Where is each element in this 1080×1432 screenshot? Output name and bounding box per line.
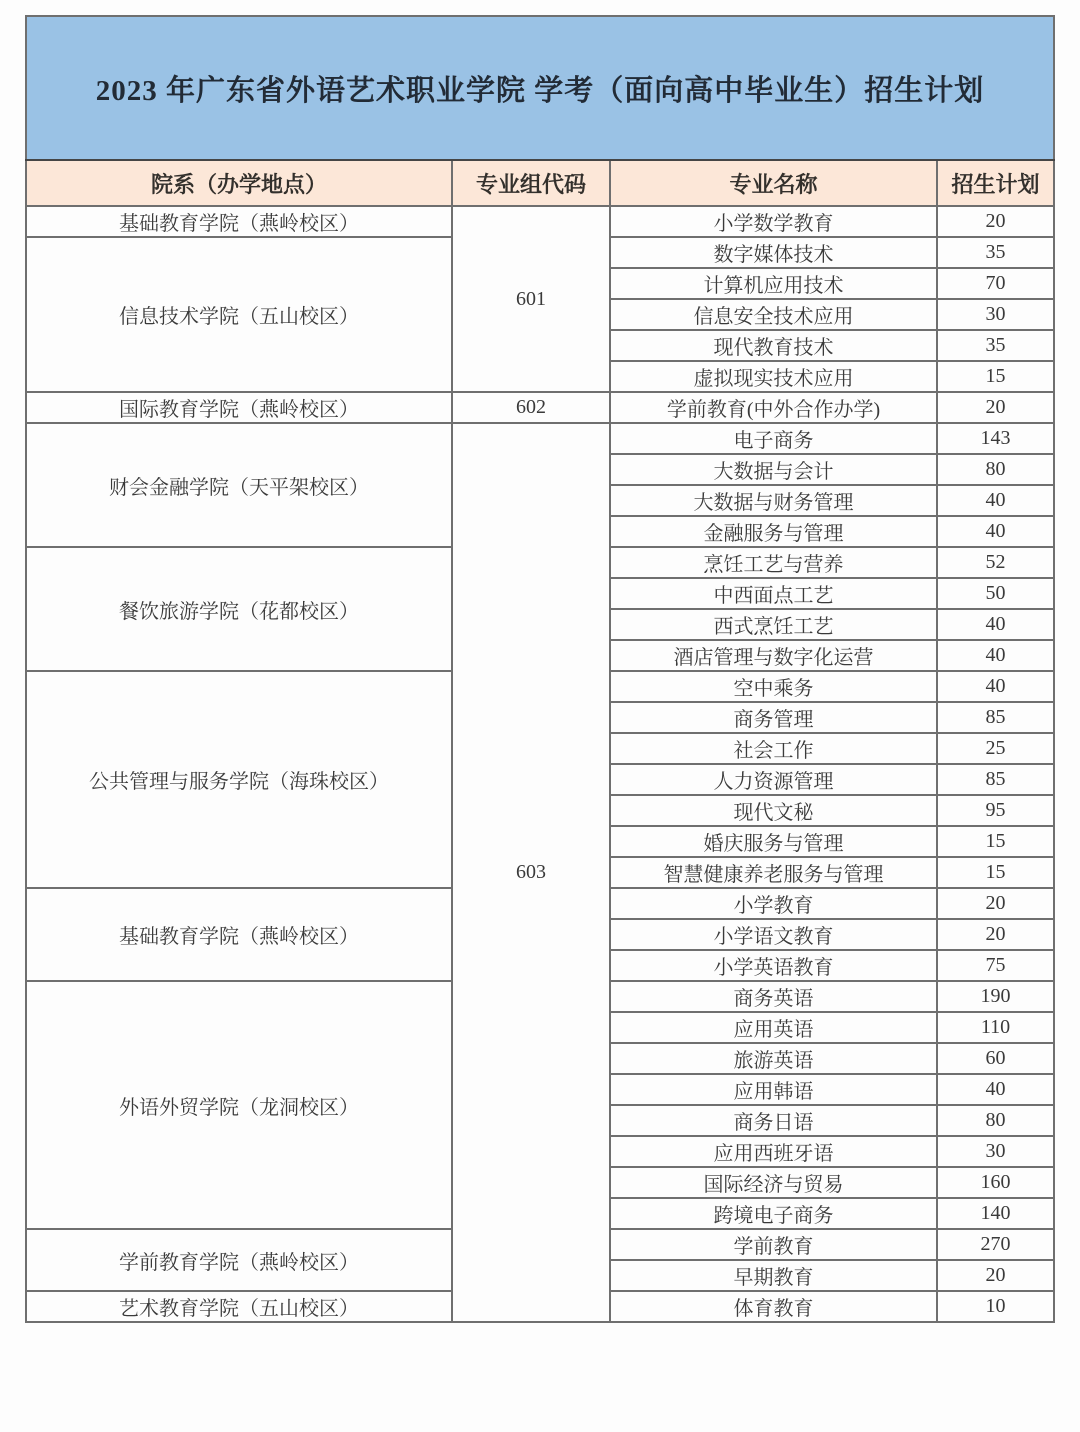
plan-cell: 110 [937,1012,1054,1043]
major-cell: 学前教育(中外合作办学) [610,392,937,423]
column-header-plan: 招生计划 [937,160,1054,206]
plan-cell: 143 [937,423,1054,454]
title-row [26,16,1054,160]
department-cell: 餐饮旅游学院（花都校区） [26,547,452,671]
major-cell: 大数据与会计 [610,454,937,485]
plan-cell: 15 [937,826,1054,857]
plan-cell: 40 [937,671,1054,702]
plan-cell: 30 [937,299,1054,330]
major-cell: 中西面点工艺 [610,578,937,609]
plan-cell: 80 [937,454,1054,485]
department-cell: 外语外贸学院（龙洞校区） [26,981,452,1229]
table-title: 2023 年广东省外语艺术职业学院 学考（面向高中毕业生）招生计划 [26,16,1054,160]
plan-cell: 40 [937,609,1054,640]
major-cell: 婚庆服务与管理 [610,826,937,857]
major-cell: 烹饪工艺与营养 [610,547,937,578]
group-code-cell: 601 [452,206,610,392]
major-cell: 小学语文教育 [610,919,937,950]
major-cell: 金融服务与管理 [610,516,937,547]
plan-cell: 52 [937,547,1054,578]
plan-cell: 20 [937,392,1054,423]
plan-cell: 270 [937,1229,1054,1260]
major-cell: 商务管理 [610,702,937,733]
major-cell: 商务英语 [610,981,937,1012]
column-header-major: 专业名称 [610,160,937,206]
major-cell: 酒店管理与数字化运营 [610,640,937,671]
major-cell: 数字媒体技术 [610,237,937,268]
plan-cell: 40 [937,1074,1054,1105]
major-cell: 计算机应用技术 [610,268,937,299]
department-cell: 财会金融学院（天平架校区） [26,423,452,547]
plan-cell: 70 [937,268,1054,299]
department-cell: 艺术教育学院（五山校区） [26,1291,452,1322]
plan-cell: 85 [937,764,1054,795]
table-row [26,206,1054,237]
department-cell: 国际教育学院（燕岭校区） [26,392,452,423]
page [25,15,1053,1323]
plan-cell: 50 [937,578,1054,609]
table-head [26,16,1054,206]
major-cell: 学前教育 [610,1229,937,1260]
header-row [26,160,1054,206]
department-cell: 基础教育学院（燕岭校区） [26,206,452,237]
plan-cell: 85 [937,702,1054,733]
plan-cell: 40 [937,485,1054,516]
major-cell: 小学英语教育 [610,950,937,981]
plan-cell: 190 [937,981,1054,1012]
column-header-group-code: 专业组代码 [452,160,610,206]
column-header-department: 院系（办学地点） [26,160,452,206]
major-cell: 电子商务 [610,423,937,454]
department-cell: 学前教育学院（燕岭校区） [26,1229,452,1291]
plan-cell: 20 [937,919,1054,950]
plan-cell: 40 [937,516,1054,547]
major-cell: 跨境电子商务 [610,1198,937,1229]
department-cell: 公共管理与服务学院（海珠校区） [26,671,452,888]
plan-cell: 20 [937,1260,1054,1291]
major-cell: 旅游英语 [610,1043,937,1074]
major-cell: 人力资源管理 [610,764,937,795]
major-cell: 智慧健康养老服务与管理 [610,857,937,888]
plan-cell: 75 [937,950,1054,981]
plan-cell: 140 [937,1198,1054,1229]
table-body [26,206,1054,1322]
major-cell: 小学教育 [610,888,937,919]
plan-cell: 35 [937,237,1054,268]
major-cell: 国际经济与贸易 [610,1167,937,1198]
plan-cell: 10 [937,1291,1054,1322]
department-cell: 基础教育学院（燕岭校区） [26,888,452,981]
plan-cell: 60 [937,1043,1054,1074]
plan-cell: 80 [937,1105,1054,1136]
plan-cell: 25 [937,733,1054,764]
major-cell: 应用英语 [610,1012,937,1043]
major-cell: 小学数学教育 [610,206,937,237]
major-cell: 信息安全技术应用 [610,299,937,330]
plan-cell: 40 [937,640,1054,671]
major-cell: 现代文秘 [610,795,937,826]
table-row [26,423,1054,454]
major-cell: 现代教育技术 [610,330,937,361]
table-row [26,392,1054,423]
plan-cell: 160 [937,1167,1054,1198]
major-cell: 商务日语 [610,1105,937,1136]
admission-plan-table [25,15,1055,1323]
plan-cell: 20 [937,888,1054,919]
major-cell: 应用西班牙语 [610,1136,937,1167]
major-cell: 应用韩语 [610,1074,937,1105]
plan-cell: 95 [937,795,1054,826]
major-cell: 虚拟现实技术应用 [610,361,937,392]
group-code-cell: 603 [452,423,610,1322]
plan-cell: 15 [937,361,1054,392]
department-cell: 信息技术学院（五山校区） [26,237,452,392]
major-cell: 社会工作 [610,733,937,764]
major-cell: 大数据与财务管理 [610,485,937,516]
major-cell: 早期教育 [610,1260,937,1291]
major-cell: 西式烹饪工艺 [610,609,937,640]
major-cell: 体育教育 [610,1291,937,1322]
plan-cell: 20 [937,206,1054,237]
plan-cell: 15 [937,857,1054,888]
group-code-cell: 602 [452,392,610,423]
major-cell: 空中乘务 [610,671,937,702]
plan-cell: 35 [937,330,1054,361]
plan-cell: 30 [937,1136,1054,1167]
